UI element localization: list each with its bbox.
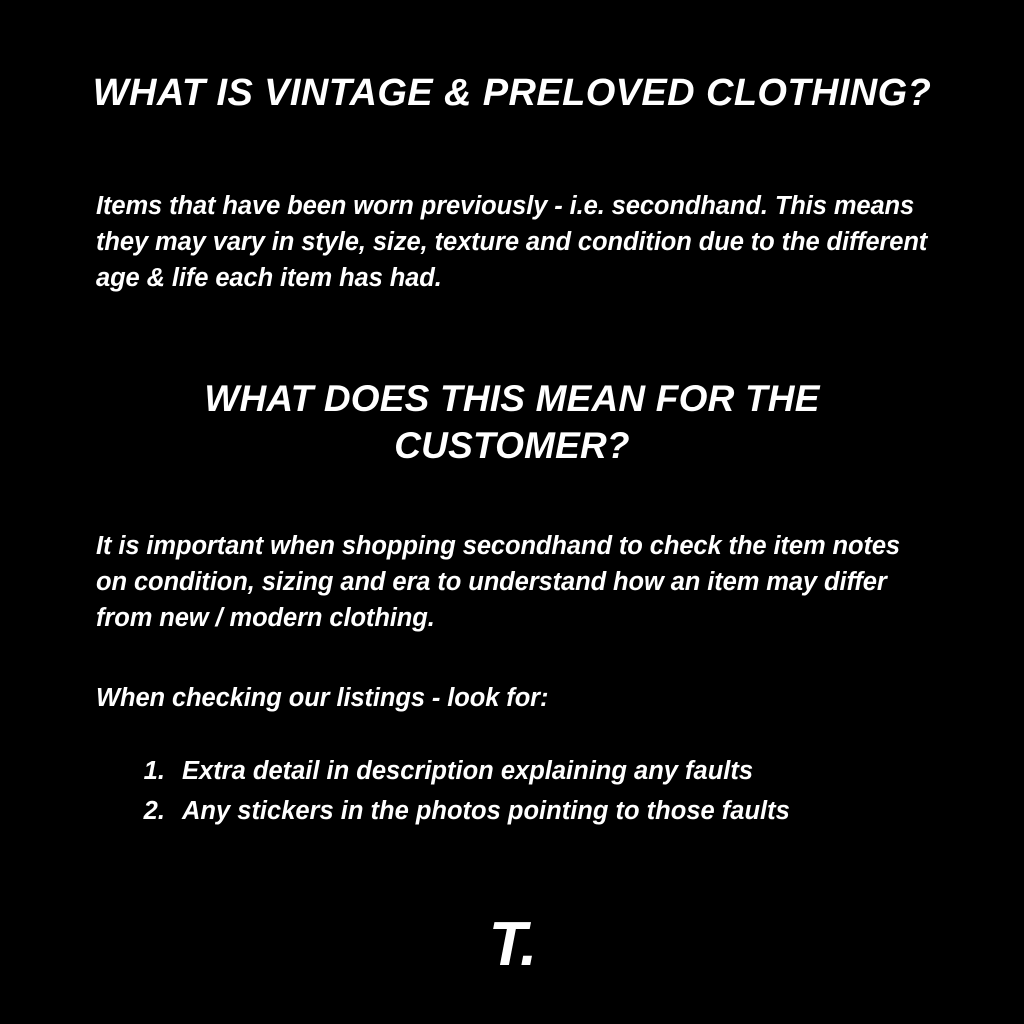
brand-logo: T. xyxy=(488,910,536,979)
heading-what-does-this-mean: WHAT DOES THIS MEAN FOR THE CUSTOMER? xyxy=(204,378,820,467)
list-item: 2. Any stickers in the photos pointing to those faults xyxy=(172,792,1002,830)
paragraph-look-for-intro: When checking our listings - look for: xyxy=(96,684,549,712)
list-item: 1. Extra detail in description explaining any faults xyxy=(172,752,1002,790)
paragraph-definition: Items that have been worn previously - i.e. secondhand. This means they may vary in style, size, texture and condition due to the different age & life each item has had. xyxy=(96,192,928,293)
paragraph-customer-advice: It is important when shopping secondhand to check the item notes on condition, sizing and era to understand how an item may differ from new / modern clothing. xyxy=(96,532,901,633)
heading-what-is-vintage: WHAT IS VINTAGE & PRELOVED CLOTHING? xyxy=(92,72,932,114)
look-for-list xyxy=(120,752,1002,833)
